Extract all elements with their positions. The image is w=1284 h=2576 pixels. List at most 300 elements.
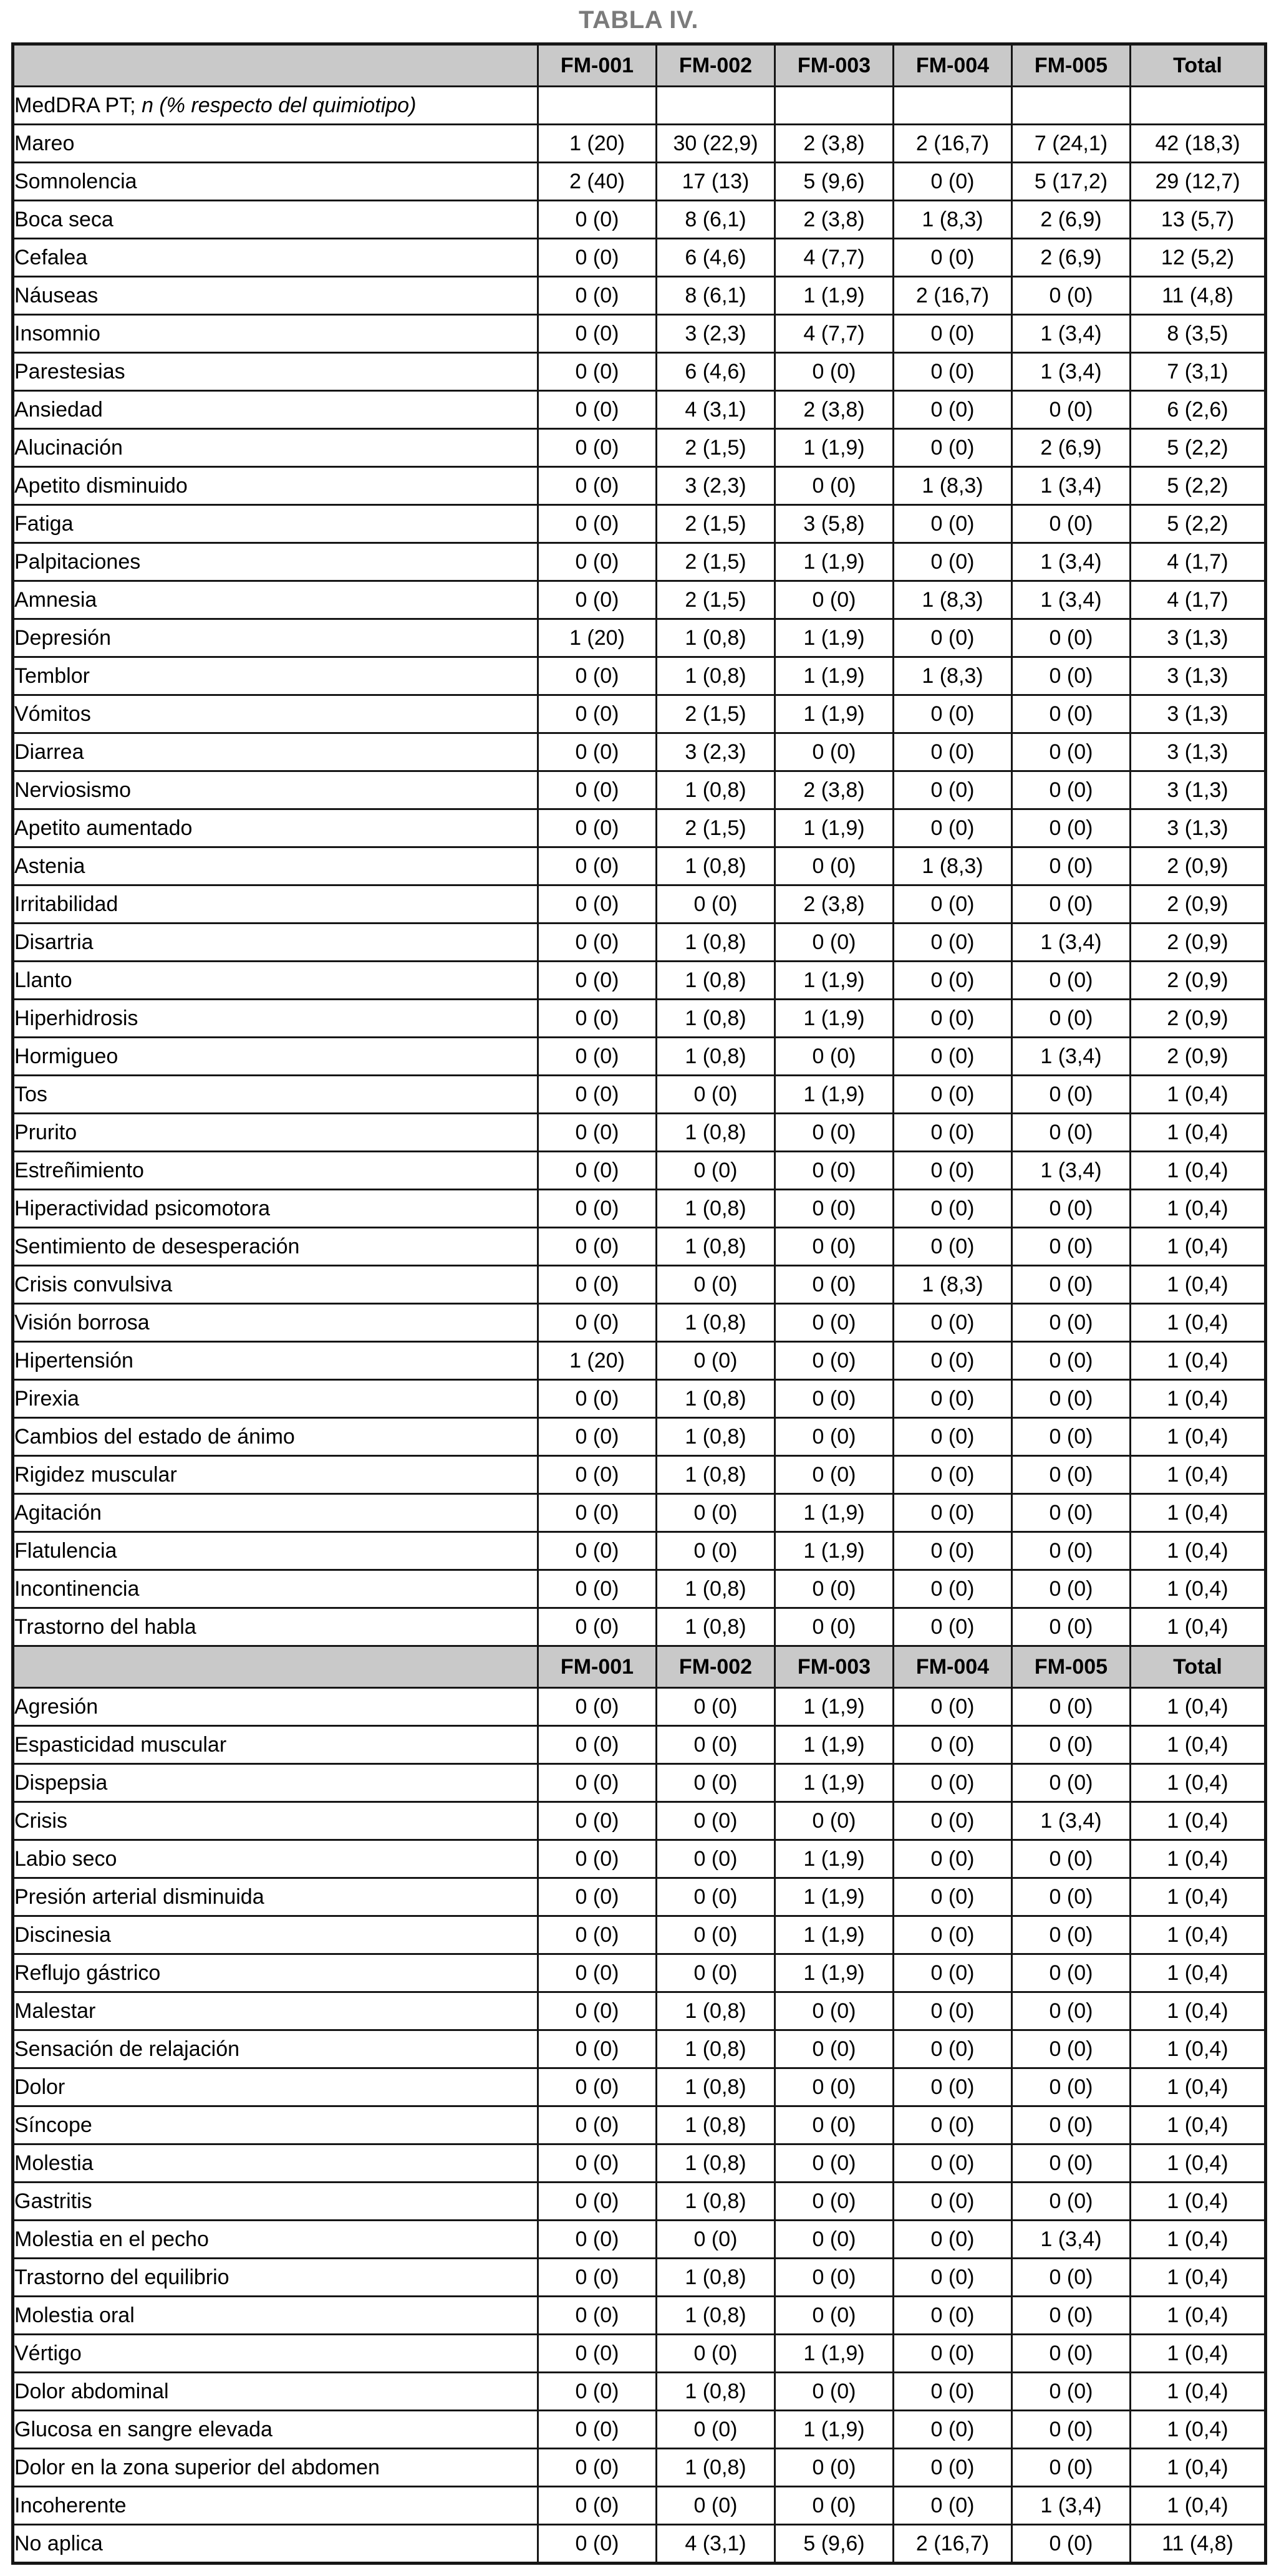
value-cell: 0 (0) [775,1190,894,1228]
row-label-cell: Reflujo gástrico [13,1954,538,1992]
empty-cell [775,87,894,125]
row-label-cell: Hormigueo [13,1038,538,1076]
table-row [13,429,1266,467]
value-cell: 0 (0) [894,353,1012,391]
value-cell: 0 (0) [775,581,894,619]
column-header: FM-003 [775,44,894,87]
value-cell: 0 (0) [775,2068,894,2106]
row-label-cell: Palpitaciones [13,543,538,581]
value-cell: 0 (0) [538,1916,657,1954]
table-row [13,1916,1266,1954]
value-cell: 7 (3,1) [1131,353,1266,391]
value-cell: 0 (0) [775,2221,894,2259]
value-cell: 0 (0) [657,2487,775,2525]
value-cell: 2 (6,9) [1012,429,1131,467]
row-label-cell: Molestia en el pecho [13,2221,538,2259]
adverse-events-table [11,42,1267,2565]
value-cell: 0 (0) [1012,885,1131,924]
value-cell: 1 (0,4) [1131,2183,1266,2221]
subheader-plain-text: MedDRA PT; [14,93,142,117]
value-cell: 0 (0) [894,505,1012,543]
value-cell: 1 (1,9) [775,2335,894,2373]
value-cell: 30 (22,9) [657,125,775,163]
value-cell: 0 (0) [1012,277,1131,315]
value-cell: 1 (0,8) [657,1038,775,1076]
value-cell: 0 (0) [894,2449,1012,2487]
value-cell: 3 (1,3) [1131,809,1266,847]
value-cell: 0 (0) [894,1152,1012,1190]
row-label-cell: Apetito aumentado [13,809,538,847]
value-cell: 0 (0) [894,2221,1012,2259]
value-cell: 1 (0,8) [657,1456,775,1494]
value-cell: 1 (1,9) [775,1764,894,1802]
value-cell: 0 (0) [1012,2183,1131,2221]
row-label-cell: Diarrea [13,733,538,771]
table-row [13,1456,1266,1494]
value-cell: 0 (0) [538,733,657,771]
value-cell: 0 (0) [538,2335,657,2373]
table-row [13,2297,1266,2335]
value-cell: 0 (0) [894,1954,1012,1992]
value-cell: 1 (1,9) [775,1878,894,1916]
value-cell: 0 (0) [775,1608,894,1646]
value-cell: 0 (0) [775,2106,894,2144]
value-cell: 1 (0,8) [657,1418,775,1456]
value-cell: 0 (0) [1012,1000,1131,1038]
value-cell: 0 (0) [894,163,1012,201]
value-cell: 0 (0) [894,619,1012,657]
value-cell: 1 (0,8) [657,1114,775,1152]
table-row [13,505,1266,543]
table-row [13,1992,1266,2030]
value-cell: 0 (0) [894,1228,1012,1266]
value-cell: 0 (0) [1012,695,1131,733]
value-cell: 0 (0) [538,2373,657,2411]
value-cell: 0 (0) [894,1190,1012,1228]
value-cell: 1 (0,4) [1131,1992,1266,2030]
table-row [13,1802,1266,1840]
table-row [13,1380,1266,1418]
value-cell: 1 (0,4) [1131,1764,1266,1802]
value-cell: 0 (0) [657,1954,775,1992]
table-row [13,619,1266,657]
value-cell: 1 (0,8) [657,2030,775,2068]
value-cell: 1 (0,4) [1131,2487,1266,2525]
value-cell: 0 (0) [1012,619,1131,657]
value-cell: 1 (3,4) [1012,2487,1131,2525]
table-row [13,1114,1266,1152]
value-cell: 2 (3,8) [775,391,894,429]
value-cell: 0 (0) [538,429,657,467]
value-cell: 0 (0) [775,2297,894,2335]
value-cell: 3 (2,3) [657,733,775,771]
value-cell: 0 (0) [894,2297,1012,2335]
row-label-cell: Amnesia [13,581,538,619]
value-cell: 0 (0) [894,1380,1012,1418]
row-label-cell: Alucinación [13,429,538,467]
column-header: FM-004 [894,44,1012,87]
table-row [13,1152,1266,1190]
value-cell: 2 (0,9) [1131,924,1266,962]
value-cell: 0 (0) [894,2411,1012,2449]
value-cell: 1 (0,4) [1131,1570,1266,1608]
value-cell: 1 (0,4) [1131,1802,1266,1840]
value-cell: 0 (0) [538,2449,657,2487]
value-cell: 1 (1,9) [775,1494,894,1532]
value-cell: 0 (0) [657,2335,775,2373]
value-cell: 0 (0) [538,809,657,847]
value-cell: 2 (3,8) [775,885,894,924]
row-label-cell: Cambios del estado de ánimo [13,1418,538,1456]
empty-cell [538,87,657,125]
value-cell: 0 (0) [894,1304,1012,1342]
row-label-cell: Espasticidad muscular [13,1726,538,1764]
value-cell: 1 (0,4) [1131,1342,1266,1380]
column-header: FM-002 [657,44,775,87]
value-cell: 1 (0,4) [1131,2259,1266,2297]
value-cell: 1 (0,4) [1131,1418,1266,1456]
value-cell: 0 (0) [538,505,657,543]
table-row [13,1840,1266,1878]
row-label-cell: Ansiedad [13,391,538,429]
value-cell: 0 (0) [538,2297,657,2335]
row-label-cell: Incoherente [13,2487,538,2525]
value-cell: 0 (0) [1012,1608,1131,1646]
value-cell: 0 (0) [1012,2335,1131,2373]
table-row [13,2144,1266,2183]
value-cell: 0 (0) [538,1688,657,1726]
value-cell: 0 (0) [1012,657,1131,695]
row-label-cell: Náuseas [13,277,538,315]
value-cell: 0 (0) [775,467,894,505]
value-cell: 0 (0) [1012,733,1131,771]
value-cell: 0 (0) [894,2487,1012,2525]
table-row [13,2373,1266,2411]
value-cell: 0 (0) [538,847,657,885]
value-cell: 1 (0,4) [1131,2411,1266,2449]
column-header: FM-002 [657,1646,775,1688]
row-label-cell: Estreñimiento [13,1152,538,1190]
column-header: FM-001 [538,1646,657,1688]
value-cell: 0 (0) [1012,1764,1131,1802]
row-label-cell: Síncope [13,2106,538,2144]
table-row [13,1076,1266,1114]
value-cell: 0 (0) [775,1418,894,1456]
subheader-label-cell [13,87,538,125]
value-cell: 0 (0) [538,353,657,391]
value-cell: 1 (20) [538,1342,657,1380]
value-cell: 1 (0,8) [657,1190,775,1228]
value-cell: 2 (1,5) [657,581,775,619]
table-row [13,581,1266,619]
value-cell: 0 (0) [775,2183,894,2221]
value-cell: 0 (0) [538,1418,657,1456]
value-cell: 0 (0) [538,1114,657,1152]
value-cell: 1 (0,4) [1131,1726,1266,1764]
table-row [13,1228,1266,1266]
value-cell: 1 (0,4) [1131,1228,1266,1266]
column-header: FM-005 [1012,44,1131,87]
value-cell: 2 (3,8) [775,771,894,809]
value-cell: 0 (0) [775,733,894,771]
value-cell: 1 (20) [538,619,657,657]
table-row [13,1000,1266,1038]
table-row [13,1038,1266,1076]
value-cell: 0 (0) [775,847,894,885]
value-cell: 8 (6,1) [657,201,775,239]
meddra-subheader-row [13,87,1266,125]
value-cell: 0 (0) [1012,847,1131,885]
column-header: FM-004 [894,1646,1012,1688]
value-cell: 0 (0) [775,1570,894,1608]
value-cell: 1 (0,4) [1131,2449,1266,2487]
table-row [13,2525,1266,2564]
table-row [13,1190,1266,1228]
table-row [13,1570,1266,1608]
value-cell: 0 (0) [1012,2030,1131,2068]
value-cell: 1 (3,4) [1012,315,1131,353]
table-row [13,809,1266,847]
value-cell: 1 (0,4) [1131,1840,1266,1878]
value-cell: 0 (0) [1012,2068,1131,2106]
value-cell: 0 (0) [538,467,657,505]
value-cell: 1 (0,4) [1131,1304,1266,1342]
row-label-cell: Apetito disminuido [13,467,538,505]
value-cell: 1 (0,8) [657,2259,775,2297]
row-label-cell: Llanto [13,962,538,1000]
table-row [13,125,1266,163]
value-cell: 1 (3,4) [1012,924,1131,962]
value-cell: 0 (0) [657,1266,775,1304]
value-cell: 0 (0) [894,1570,1012,1608]
value-cell: 0 (0) [894,2183,1012,2221]
value-cell: 0 (0) [775,1342,894,1380]
value-cell: 0 (0) [894,1916,1012,1954]
table-row [13,2411,1266,2449]
value-cell: 0 (0) [538,1266,657,1304]
table-row [13,163,1266,201]
value-cell: 0 (0) [1012,2411,1131,2449]
value-cell: 0 (0) [775,2144,894,2183]
value-cell: 1 (0,4) [1131,1954,1266,1992]
value-cell: 0 (0) [894,2030,1012,2068]
value-cell: 0 (0) [894,2335,1012,2373]
value-cell: 0 (0) [894,771,1012,809]
table-row [13,847,1266,885]
row-label-cell: Insomnio [13,315,538,353]
table-row [13,201,1266,239]
value-cell: 1 (1,9) [775,1076,894,1114]
value-cell: 0 (0) [894,962,1012,1000]
table-row [13,2449,1266,2487]
value-cell: 1 (20) [538,125,657,163]
value-cell: 1 (0,8) [657,2068,775,2106]
value-cell: 0 (0) [538,2068,657,2106]
value-cell: 0 (0) [894,1038,1012,1076]
row-label-cell: Prurito [13,1114,538,1152]
row-label-cell: Dispepsia [13,1764,538,1802]
row-label-cell: Trastorno del habla [13,1608,538,1646]
value-cell: 13 (5,7) [1131,201,1266,239]
table-row [13,2106,1266,2144]
value-cell: 0 (0) [1012,1456,1131,1494]
value-cell: 0 (0) [1012,1532,1131,1570]
table-row [13,1764,1266,1802]
value-cell: 0 (0) [775,924,894,962]
table-body [13,44,1266,2564]
row-label-cell: Dolor abdominal [13,2373,538,2411]
value-cell: 0 (0) [657,1764,775,1802]
value-cell: 1 (3,4) [1012,353,1131,391]
value-cell: 0 (0) [538,1992,657,2030]
value-cell: 0 (0) [657,1802,775,1840]
row-label-cell: Astenia [13,847,538,885]
row-label-cell: Boca seca [13,201,538,239]
value-cell: 1 (0,8) [657,1000,775,1038]
value-cell: 1 (0,8) [657,2297,775,2335]
value-cell: 2 (0,9) [1131,1038,1266,1076]
value-cell: 2 (16,7) [894,277,1012,315]
value-cell: 5 (9,6) [775,2525,894,2564]
value-cell: 0 (0) [1012,1114,1131,1152]
value-cell: 0 (0) [1012,962,1131,1000]
value-cell: 0 (0) [538,2221,657,2259]
value-cell: 0 (0) [538,1228,657,1266]
value-cell: 0 (0) [894,1418,1012,1456]
value-cell: 1 (0,4) [1131,1456,1266,1494]
value-cell: 0 (0) [538,2259,657,2297]
value-cell: 2 (1,5) [657,429,775,467]
table-row [13,885,1266,924]
value-cell: 2 (0,9) [1131,885,1266,924]
value-cell: 0 (0) [894,1840,1012,1878]
row-label-cell: Presión arterial disminuida [13,1878,538,1916]
table-row [13,2183,1266,2221]
value-cell: 4 (1,7) [1131,581,1266,619]
value-cell: 0 (0) [538,1608,657,1646]
value-cell: 0 (0) [538,885,657,924]
value-cell: 0 (0) [894,1456,1012,1494]
value-cell: 1 (1,9) [775,543,894,581]
row-label-cell: Vértigo [13,2335,538,2373]
value-cell: 1 (3,4) [1012,467,1131,505]
value-cell: 2 (3,8) [775,125,894,163]
value-cell: 1 (1,9) [775,2411,894,2449]
table-row [13,391,1266,429]
value-cell: 0 (0) [657,1688,775,1726]
value-cell: 0 (0) [657,1840,775,1878]
value-cell: 3 (1,3) [1131,733,1266,771]
row-label-cell: Irritabilidad [13,885,538,924]
value-cell: 1 (0,4) [1131,1114,1266,1152]
row-label-cell: Somnolencia [13,163,538,201]
value-cell: 0 (0) [775,1228,894,1266]
value-cell: 0 (0) [1012,2525,1131,2564]
value-cell: 2 (6,9) [1012,239,1131,277]
table-row [13,2259,1266,2297]
value-cell: 11 (4,8) [1131,277,1266,315]
value-cell: 2 (0,9) [1131,847,1266,885]
value-cell: 0 (0) [775,1266,894,1304]
table-row [13,1532,1266,1570]
value-cell: 0 (0) [538,1038,657,1076]
value-cell: 0 (0) [538,1076,657,1114]
value-cell: 0 (0) [775,1802,894,1840]
value-cell: 1 (0,4) [1131,1266,1266,1304]
value-cell: 0 (0) [538,1000,657,1038]
table-row [13,1954,1266,1992]
value-cell: 0 (0) [894,1992,1012,2030]
empty-cell [1012,87,1131,125]
value-cell: 0 (0) [538,1532,657,1570]
column-header-row [13,44,1266,87]
row-label-cell: Glucosa en sangre elevada [13,2411,538,2449]
value-cell: 0 (0) [538,1190,657,1228]
value-cell: 0 (0) [894,315,1012,353]
value-cell: 0 (0) [1012,2373,1131,2411]
value-cell: 3 (2,3) [657,315,775,353]
value-cell: 0 (0) [538,2487,657,2525]
row-label-cell: Gastritis [13,2183,538,2221]
value-cell: 0 (0) [894,1726,1012,1764]
value-cell: 0 (0) [1012,1266,1131,1304]
value-cell: 2 (1,5) [657,543,775,581]
value-cell: 0 (0) [538,277,657,315]
value-cell: 1 (0,8) [657,924,775,962]
table-row [13,2068,1266,2106]
value-cell: 6 (4,6) [657,353,775,391]
value-cell: 2 (1,5) [657,505,775,543]
value-cell: 0 (0) [775,1304,894,1342]
value-cell: 0 (0) [1012,1076,1131,1114]
value-cell: 1 (8,3) [894,847,1012,885]
value-cell: 17 (13) [657,163,775,201]
value-cell: 0 (0) [1012,1494,1131,1532]
table-row [13,2030,1266,2068]
value-cell: 0 (0) [538,2411,657,2449]
value-cell: 1 (0,8) [657,1608,775,1646]
row-label-cell: Crisis [13,1802,538,1840]
value-cell: 0 (0) [538,1840,657,1878]
table-row [13,2221,1266,2259]
value-cell: 1 (0,8) [657,847,775,885]
value-cell: 0 (0) [538,1726,657,1764]
value-cell: 1 (0,4) [1131,2068,1266,2106]
value-cell: 0 (0) [894,2144,1012,2183]
value-cell: 0 (0) [538,1494,657,1532]
value-cell: 1 (0,4) [1131,1688,1266,1726]
value-cell: 2 (16,7) [894,2525,1012,2564]
subheader-italic-text: n (% respecto del quimiotipo) [142,93,417,117]
value-cell: 1 (1,9) [775,1688,894,1726]
value-cell: 1 (1,9) [775,1954,894,1992]
value-cell: 0 (0) [894,695,1012,733]
value-cell: 0 (0) [894,2259,1012,2297]
value-cell: 2 (16,7) [894,125,1012,163]
value-cell: 0 (0) [538,1570,657,1608]
value-cell: 0 (0) [1012,809,1131,847]
table-row [13,2335,1266,2373]
value-cell: 0 (0) [538,315,657,353]
value-cell: 5 (2,2) [1131,467,1266,505]
row-label-cell: Visión borrosa [13,1304,538,1342]
row-label-cell: Dolor [13,2068,538,2106]
value-cell: 0 (0) [538,1456,657,1494]
table-row [13,2487,1266,2525]
value-cell: 1 (1,9) [775,809,894,847]
value-cell: 7 (24,1) [1012,125,1131,163]
value-cell: 0 (0) [538,1380,657,1418]
